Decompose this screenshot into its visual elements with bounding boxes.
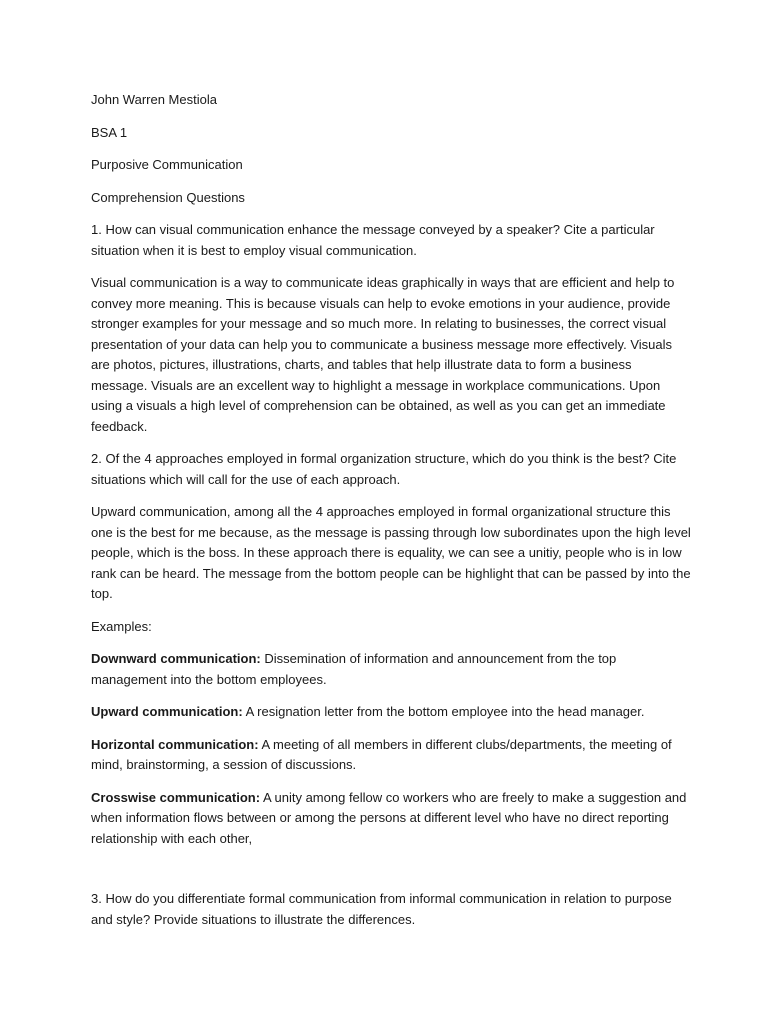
example-horizontal: [91, 735, 691, 776]
example-crosswise: [91, 788, 691, 850]
question-1: 1. How can visual communication enhance the message conveyed by a speaker? Cite a particular situation when it is best to employ visual communication.: [91, 222, 655, 258]
example-label: Upward communication:: [91, 704, 243, 719]
question-3: 3. How do you differentiate formal communication from informal communication in relation to purpose and style? Provide situations to illustrate the differences.: [91, 891, 672, 927]
example-label: Downward communication:: [91, 651, 261, 666]
question-2: 2. Of the 4 approaches employed in formal organization structure, which do you think is the best? Cite situations which will call for the use of each approach.: [91, 451, 677, 487]
examples-heading: Examples:: [91, 618, 152, 634]
course-code: BSA 1: [91, 124, 128, 140]
answer-2: Upward communication, among all the 4 approaches employed in formal organizational structure this one is the best for me because, as the message is passing through low subordinates upon the high level people, which is the boss. In these approach there is equality, we can see a unitiy, people who is in low rank can be heard. The message from the bottom people can be highlight that can be passed by into the top.: [91, 504, 691, 601]
answer-1: Visual communication is a way to communicate ideas graphically in ways that are efficient and help to convey more meaning. This is because visuals can help to evoke emotions in your audience, provide stronger examples for your message and so much more. In relating to businesses, the correct visual presentation of your data can help you to communicate a business message more effectively. Visuals are photos, pictures, illustrations, charts, and tables that help illustrate data to form a business message. Visuals are an excellent way to highlight a message in workplace communications. Upon using a visuals a high level of comprehension can be obtained, as well as you can get an immediate feedback.: [91, 275, 675, 434]
section-title: Comprehension Questions: [91, 189, 245, 205]
example-text: A resignation letter from the bottom employee into the head manager.: [242, 704, 645, 719]
example-text: A unity among fellow co workers who are freely to make a suggestion and when information flows between or among the persons at different level who have no direct reporting relationship with each other,: [91, 789, 687, 846]
example-text: A meeting of all members in different clubs/departments, the meeting of mind, brainstorming, a session of discussions.: [91, 736, 672, 772]
subject-title: Purposive Communication: [91, 157, 243, 172]
example-text: Dissemination of information and announcement from the top management into the bottom employees.: [91, 651, 617, 687]
example-upward: [91, 702, 691, 723]
example-label: Horizontal communication:: [91, 736, 259, 752]
example-label: Crosswise communication:: [91, 789, 261, 805]
document-page: [91, 90, 691, 942]
example-downward: [91, 649, 691, 690]
author-name: John Warren Mestiola: [91, 92, 217, 107]
